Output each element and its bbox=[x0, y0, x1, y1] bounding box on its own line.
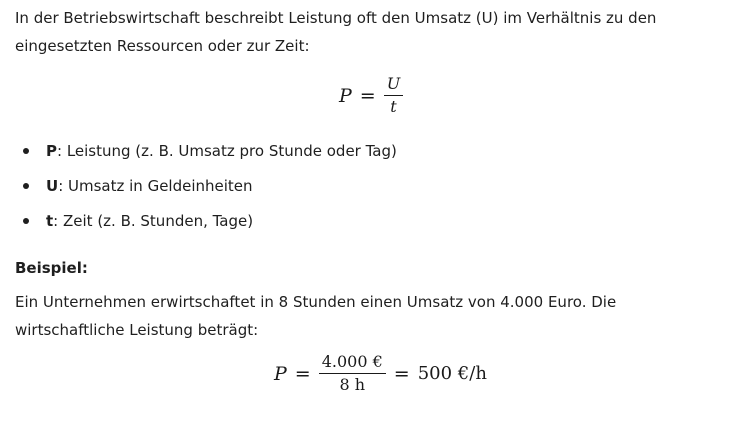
definition-term: U bbox=[46, 177, 59, 195]
formula-equals-second: = bbox=[393, 362, 410, 385]
definition-list bbox=[15, 137, 397, 242]
definition-text: : Umsatz in Geldeinheiten bbox=[58, 177, 253, 195]
formula-result: 500 €/h bbox=[417, 363, 487, 384]
formula-lhs: P bbox=[339, 84, 352, 107]
formula-denominator: 8 h bbox=[339, 375, 366, 394]
list-item bbox=[15, 137, 397, 172]
bullet-icon bbox=[23, 183, 29, 189]
example-paragraph: Ein Unternehmen erwirtschaftet in 8 Stunden einen Umsatz von 4.000 Euro. Die wirtschaftliche Leistung beträgt: bbox=[15, 293, 617, 339]
bullet-icon bbox=[23, 148, 29, 154]
formula-leistung bbox=[339, 74, 403, 117]
formula-example bbox=[274, 352, 487, 395]
definition-term: t bbox=[46, 212, 54, 230]
formula-numerator: U bbox=[386, 74, 401, 93]
fraction-bar bbox=[384, 95, 403, 96]
formula-denominator: t bbox=[390, 97, 397, 116]
formula-equals: = bbox=[294, 362, 311, 385]
list-item bbox=[15, 172, 397, 207]
formula-fraction bbox=[384, 74, 403, 117]
definition-term: P bbox=[46, 142, 57, 160]
example-heading: Beispiel: bbox=[15, 259, 88, 277]
list-item bbox=[15, 207, 397, 242]
formula-fraction bbox=[319, 352, 386, 395]
formula-equals: = bbox=[359, 84, 376, 107]
intro-paragraph: In der Betriebswirtschaft beschreibt Leistung oft den Umsatz (U) im Verhältnis zu den eingesetzten Ressourcen oder zur Zeit: bbox=[15, 9, 657, 55]
formula-lhs: P bbox=[274, 362, 287, 385]
definition-text: : Zeit (z. B. Stunden, Tage) bbox=[53, 212, 254, 230]
bullet-icon bbox=[23, 218, 29, 224]
fraction-bar bbox=[319, 373, 386, 374]
definition-text: : Leistung (z. B. Umsatz pro Stunde oder Tag) bbox=[57, 142, 397, 160]
formula-numerator: 4.000 € bbox=[321, 352, 383, 371]
